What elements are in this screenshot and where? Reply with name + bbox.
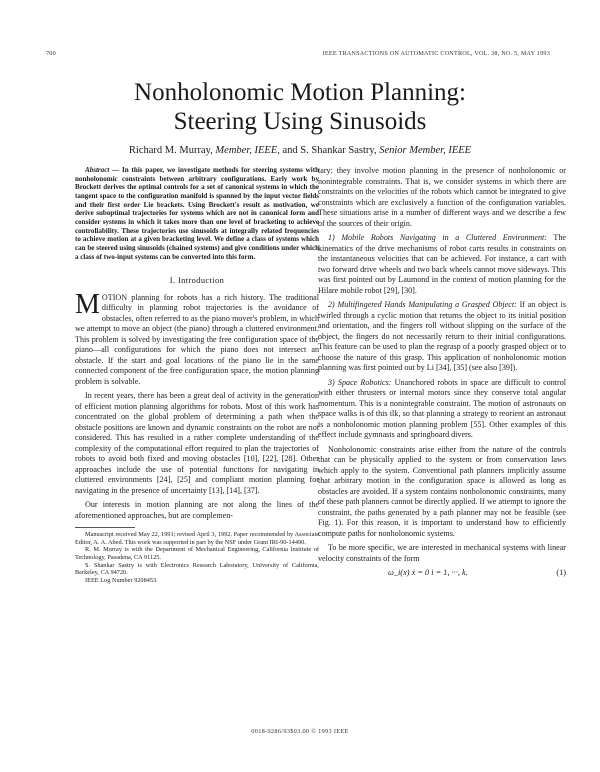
intro-paragraph-1 <box>75 288 319 388</box>
abstract <box>75 166 319 261</box>
abstract-text: In this paper, we investigate methods for steering systems with nonholonomic constraints between arbitrary configurations. Early work by Brockett derives the optimal controls for a set of canonical systems in which the tangent space to the configuration manifold is spanned by the input vector fields and their first order Lie brackets. Using Brockett's result as motivation, we derive suboptimal trajectories for systems which are not in canonical form and consider systems in which it takes more than one level of bracketing to achieve controllability. These trajectories use sinusoids at integrally related frequencies to achieve motion at a given bracketing level. We define a class of systems which can be steered using sinusoids (chained systems) and give conditions under which a class of two-input systems can be converted into this form. <box>75 166 319 261</box>
left-column <box>75 166 319 584</box>
running-head <box>46 50 550 62</box>
author-join: and S. Shankar Sastry, <box>282 145 377 156</box>
abstract-label: Abstract — <box>85 166 120 174</box>
item-multifingered-hands-label: 2) Multifingered Hands Manipulating a Grasped Object: <box>328 300 517 309</box>
title-line-2: Steering Using Sinusoids <box>173 108 427 135</box>
equation-1 <box>318 567 566 581</box>
item-space-robotics-text: Unanchored robots in space are difficult to control with either thrusters or internal motors since they conserve total angular momentum. This is a nonintegrable constraint. The motion of astronauts on space walks is of this ilk, so that planning a strategy to reorient an astronaut is a nonholonomic motion planning problem [55]. Other examples of this effect include gymnasts and springboard divers. <box>318 377 566 439</box>
item-mobile-robots-text: The kinematics of the drive mechanisms of robot carts results in constraints on the instantaneous velocities that can be achieved. For instance, a cart with two forward drive wheels and two back wheels cannot move sideways. This was first pointed out by Laumond in the context of motion planning for the Hilare mobile robot [29], [30]. <box>318 233 566 295</box>
intro-paragraph-2: In recent years, there has been a great deal of activity in the generation of efficient motion planning algorithms for robots. Most of this work has concentrated on the global problem of determining a path when the obstacle positions are known and dynamic constraints on the robot are not considered. This has resulted in a rather complete understanding of the complexity of the computational effort required to plan the trajectories of robots to avoid both fixed and moving obstacles [10], [22], [28]. Other approaches include the use of potential functions for navigating in cluttered environments [24], [25] and compliant motion planning for navigating in the presence of uncertainty [13], [14], [37]. <box>75 391 319 495</box>
author-1-role: Member, IEEE, <box>215 145 280 156</box>
right-paragraph-2: Nonholonomic constraints arise either from the nature of the controls that can be physically applied to the system or from conservation laws which apply to the system. Conventional path planners implicitly assume that arbitrary motion in the configuration space is allowed as long as obstacles are avoided. If a system contains nonholonomic constraints, many of these path planners cannot be directly applied. If we attempt to ignore the constraint, the paths generated by a path planner may not be feasible (see Fig. 1). For this reason, it is important to understand how to efficiently compute paths for nonholonomic systems. <box>318 444 566 538</box>
page-number: 700 <box>46 50 56 57</box>
footnote-manuscript: Manuscript received May 22, 1991; revised April 3, 1992. Paper recommended by Associate Editor, A. A. Abed. This work was supported in part by the NSF under Grant IRI-90-14490. <box>75 531 319 546</box>
item-multifingered-hands-text: If an object is twirled through a cyclic motion that returns the object to its initial position and orientation, and the fingers roll without slipping on the surface of the object, the fingers do not necessarily return to their initial configurations. This feature can be used to plan the regrasp of a poorly grasped object or to choose the nature of this grasp. This application of nonholonomic motion planning was first pointed out by Li [34], [35] (see also [39]). <box>318 300 566 372</box>
item-mobile-robots <box>318 233 566 296</box>
author-2-role: Senior Member, IEEE <box>379 145 472 156</box>
footnote-rule <box>75 527 135 528</box>
equation-body: ω_i(x) ẋ = 0 i = 1, ···, k. <box>388 568 468 577</box>
right-paragraph-3: To be more specific, we are interested in mechanical systems with linear velocity constraints of the form <box>318 543 566 563</box>
item-space-robotics-label: 3) Space Robotics: <box>328 377 392 387</box>
author-1: Richard M. Murray, <box>128 145 213 156</box>
footnote-log-number: IEEE Log Number 9208453. <box>85 576 158 584</box>
item-multifingered-hands <box>318 300 566 374</box>
journal-header: IEEE TRANSACTIONS ON AUTOMATIC CONTROL, VOL. 38, NO. 5, MAY 1993 <box>322 50 550 57</box>
item-space-robotics <box>318 378 566 441</box>
title-line-1: Nonholonomic Motion Planning: <box>134 79 466 106</box>
copyright-footer: 0018-9286/93$03.00 © 1993 IEEE <box>251 728 349 735</box>
equation-number: (1) <box>556 568 566 577</box>
item-mobile-robots-label: 1) Mobile Robots Navigating in a Cluttered Environment: <box>328 233 547 242</box>
section-heading-introduction: I. Introduction <box>169 276 225 286</box>
footnote-sastry: S. Shankar Sastry is with Electronics Research Laboratory, University of California, Berkeley, CA 94720. <box>75 561 319 577</box>
intro-paragraph-3: Our interests in motion planning are not along the lines of the aforementioned approaches, but are complemen- <box>75 500 319 520</box>
intro-paragraph-1-text: OTION planning for robots has a rich history. The traditional difficulty in planning robot trajectories is the avoidance of obstacles, often referred to as the piano mover's problem, in which we attempt to move an object (the piano) through a cluttered environment. This problem is solved by investigating the free configuration space of the piano—all configurations for which the piano does not intersect an obstacle. If the start and goal locations of the piano lie in the same connected component of the free configuration space, the motion planning problem is solvable. <box>75 292 319 386</box>
right-column <box>318 166 566 581</box>
paper-title <box>40 78 560 136</box>
footnote-murray: R. M. Murray is with the Department of Mechanical Engineering, California Institute of Technology, Pasadena, CA 91125. <box>75 546 319 561</box>
author-line <box>40 144 560 157</box>
drop-cap: M <box>75 288 100 320</box>
right-paragraph-1: tary: they involve motion planning in the presence of nonholonomic or nonintegrable constraints. That is, we consider systems in which there are constraints on the velocities of the robots which cannot be integrated to give constraints which are exclusively a function of the configuration variables. These situations arise in a number of different ways and we describe a few of the sources of their origin. <box>318 166 566 228</box>
